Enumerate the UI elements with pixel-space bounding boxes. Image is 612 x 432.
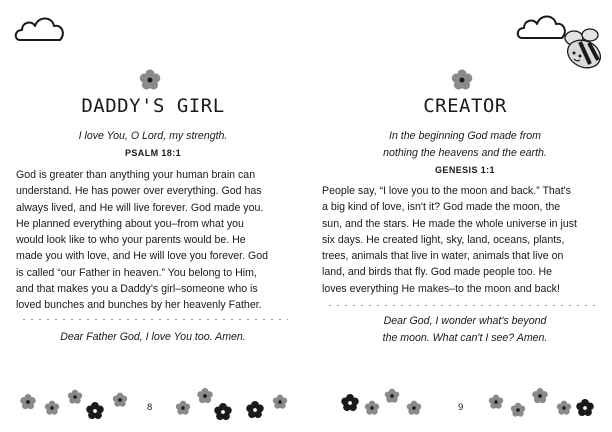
bee-icon [560, 24, 608, 72]
flower-icon [451, 69, 473, 91]
body-line: always lived, and He will live forever. God made you. [16, 201, 264, 214]
prayer-text: Dear Father God, I love You too. Amen. [60, 331, 246, 343]
page-number: 9 [458, 402, 464, 413]
cloud-icon [16, 14, 66, 44]
right-page [306, 0, 612, 432]
body-line: land, and birds that fly. God made people too. He [322, 266, 553, 279]
dotted-divider [326, 304, 596, 306]
verse-line: nothing the heavens and the earth. [383, 147, 547, 159]
body-line: sun, and the stars. He made the whole universe in just [322, 217, 577, 230]
body-line: People say, “I love you to the moon and back.” That's [322, 185, 571, 197]
body-line: would look like to who your parents would be. He [16, 234, 246, 247]
body-line: and that makes you a Daddy's girl–someone who is [16, 283, 258, 296]
verse-text [332, 128, 598, 162]
verse-text: I love You, O Lord, my strength. [78, 130, 228, 142]
page-number: 8 [147, 402, 153, 413]
body-line: is called “our Father in heaven.” You belong to Him, [16, 266, 257, 279]
prayer-line: Dear God, I wonder what's beyond [383, 315, 547, 327]
body-line: six days. He created light, sky, land, oceans, plants, [322, 233, 565, 246]
dotted-divider [20, 318, 288, 320]
body-line: made you with love, and He will love you forever. God [16, 250, 269, 263]
body-line: God is greater than anything your human brain can [16, 169, 256, 181]
body-text [322, 183, 604, 297]
body-line: a big kind of love, isn't it? God made the moon, the [322, 201, 561, 214]
flower-icon [139, 69, 161, 91]
page-title: DADDY'S GIRL [81, 95, 225, 117]
verse-reference: PSALM 18:1 [124, 148, 181, 158]
page-title: CREATOR [423, 95, 507, 117]
verse-reference: GENESIS 1:1 [435, 165, 495, 175]
prayer-line: the moon. What can't I see? Amen. [382, 332, 548, 344]
body-line: He planned everything about you–from what you [16, 217, 244, 230]
body-line: loves everything He makes–to the moon and back! [322, 282, 560, 295]
flower-icon [306, 388, 612, 428]
body-text [16, 167, 296, 314]
verse-line: In the beginning God made from [389, 130, 541, 142]
body-line: understand. He has power over everything. God has [16, 185, 262, 198]
body-line: trees, animals that live in water, animals that live on [322, 250, 564, 263]
prayer-text [332, 313, 598, 347]
flower-icon [0, 388, 306, 428]
body-line: loved bunches and bunches by her heavenly Father. [16, 299, 262, 312]
